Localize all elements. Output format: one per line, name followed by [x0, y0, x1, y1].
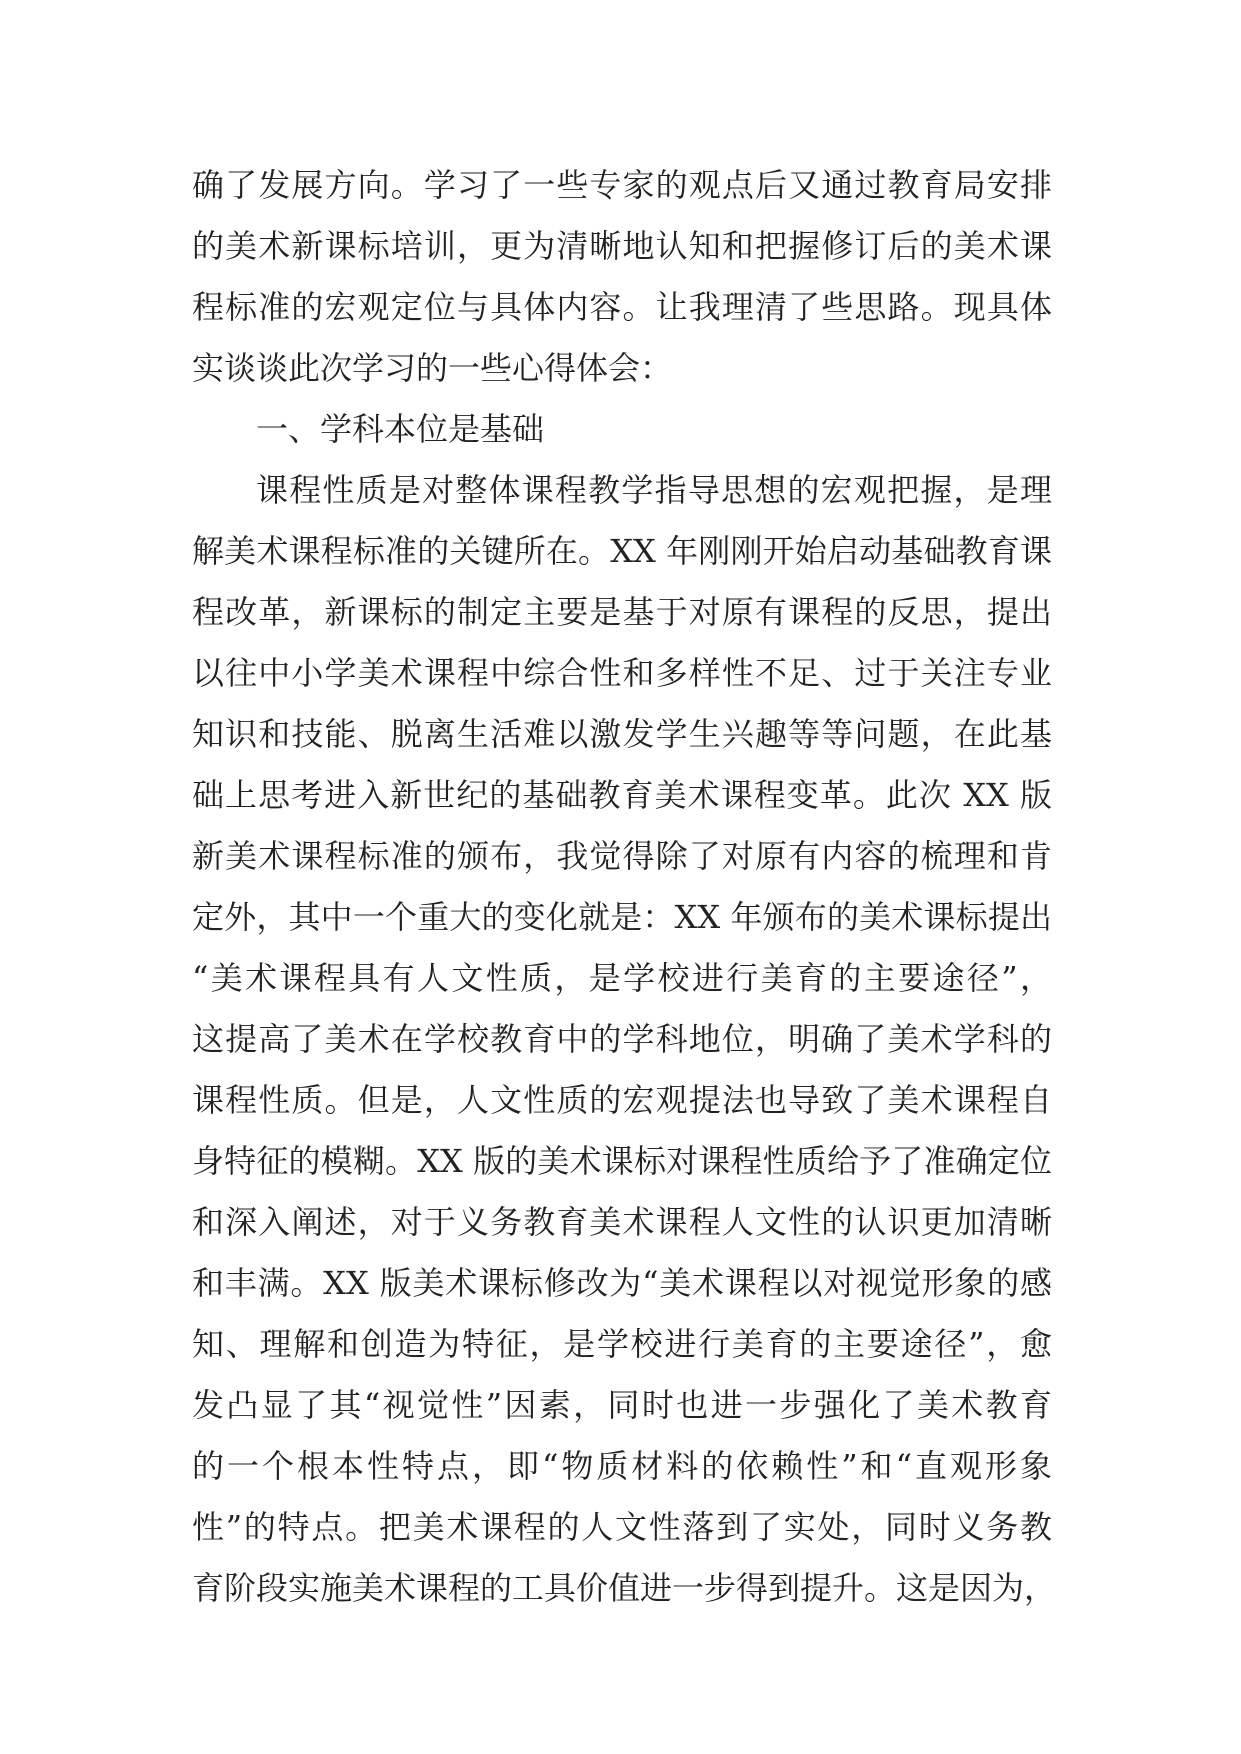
section-heading: 一、学科本位是基础: [256, 410, 545, 448]
body-text-line: 的美术新课标培训，更为清晰地认知和把握修订后的美术课: [192, 227, 1052, 265]
body-text-line: 实谈谈此次学习的一些心得体会：: [192, 349, 673, 387]
body-text-line: 发凸显了其“视觉性”因素，同时也进一步强化了美术教育: [192, 1386, 1052, 1424]
document-page: [192, 155, 1057, 1619]
body-text-line: “美术课程具有人文性质，是学校进行美育的主要途径”，: [192, 959, 1052, 997]
body-text-line: 这提高了美术在学校教育中的学科地位，明确了美术学科的: [192, 1020, 1052, 1058]
body-text-line: 的一个根本性特点，即“物质材料的依赖性”和“直观形象: [192, 1447, 1052, 1485]
body-text-line: 解美术课程标准的关键所在。XX 年刚刚开始启动基础教育课: [192, 532, 1052, 570]
body-text-line: 育阶段实施美术课程的工具价值进一步得到提升。这是因为，: [192, 1569, 1057, 1607]
body-text-line: 知识和技能、脱离生活难以激发学生兴趣等等问题，在此基: [192, 715, 1052, 753]
body-text-line: 以往中小学美术课程中综合性和多样性不足、过于关注专业: [192, 654, 1052, 692]
body-text-line: 知、理解和创造为特征，是学校进行美育的主要途径”，愈: [192, 1325, 1052, 1363]
body-text-line: 和深入阐述，对于义务教育美术课程人文性的认识更加清晰: [192, 1203, 1052, 1241]
body-text-line: 确了发展方向。学习了一些专家的观点后又通过教育局安排: [192, 166, 1052, 204]
body-text-line: 身特征的模糊。XX 版的美术课标对课程性质给予了准确定位: [192, 1142, 1052, 1180]
body-text-line: 课程性质。但是，人文性质的宏观提法也导致了美术课程自: [192, 1081, 1052, 1119]
body-text-line: 础上思考进入新世纪的基础教育美术课程变革。此次 XX 版: [192, 776, 1052, 814]
paragraph-first-line: 课程性质是对整体课程教学指导思想的宏观把握，是理: [256, 471, 1052, 509]
body-text-line: 新美术课程标准的颁布，我觉得除了对原有内容的梳理和肯: [192, 837, 1052, 875]
body-text-line: 和丰满。XX 版美术课标修改为“美术课程以对视觉形象的感: [192, 1264, 1052, 1302]
body-text-line: 定外，其中一个重大的变化就是：XX 年颁布的美术课标提出: [192, 898, 1052, 936]
body-text-line: 程改革，新课标的制定主要是基于对原有课程的反思，提出: [192, 593, 1052, 631]
body-text-line: 性”的特点。把美术课程的人文性落到了实处，同时义务教: [192, 1508, 1052, 1546]
body-text-line: 程标准的宏观定位与具体内容。让我理清了些思路。现具体: [192, 288, 1052, 326]
